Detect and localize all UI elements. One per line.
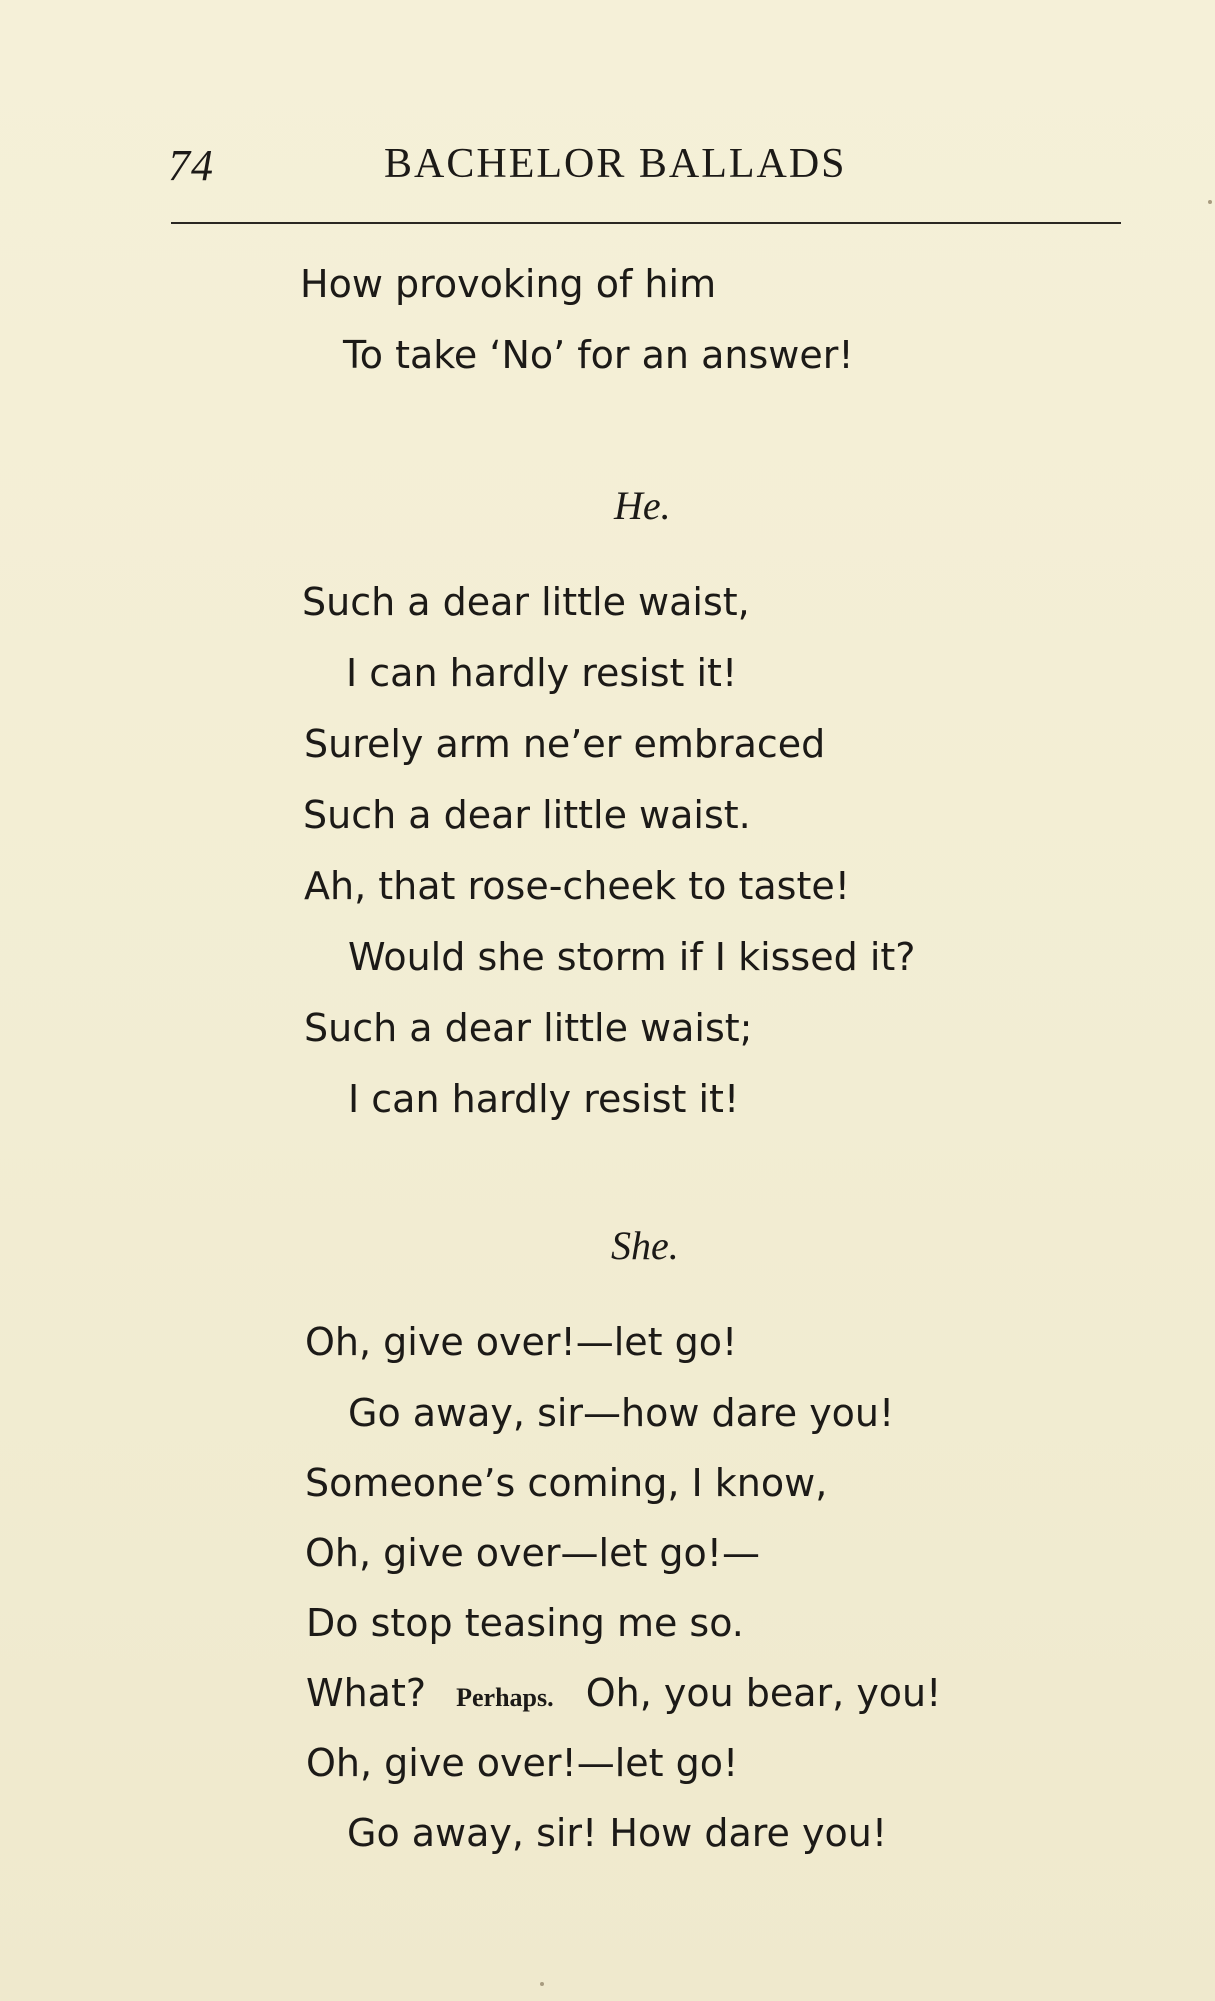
verse-line: Such a dear little waist. xyxy=(303,793,751,837)
verse-line: Go away, sir! How dare you! xyxy=(347,1811,888,1855)
verse-line: Oh, give over—let go!— xyxy=(305,1531,761,1575)
verse-line: Such a dear little waist; xyxy=(304,1006,753,1050)
verse-line-mixed xyxy=(306,1671,941,1715)
verse-line: How provoking of him xyxy=(300,262,717,306)
verse-line: To take ‘No’ for an answer! xyxy=(343,333,854,377)
verse-line: Such a dear little waist, xyxy=(302,580,750,624)
speaker-heading-she: She. xyxy=(611,1223,679,1268)
verse-fragment: What? xyxy=(306,1671,427,1715)
verse-line: Oh, give over!—let go! xyxy=(305,1320,738,1364)
paper-speck xyxy=(540,1982,544,1986)
speaker-heading-he: He. xyxy=(614,483,671,528)
verse-line: Surely arm ne’er embraced xyxy=(304,722,826,766)
verse-line: Do stop teasing me so. xyxy=(306,1601,744,1645)
running-head xyxy=(168,140,1168,200)
header-rule xyxy=(171,222,1121,224)
page-number: 74 xyxy=(168,141,214,190)
verse-line: Go away, sir—how dare you! xyxy=(348,1391,895,1435)
running-title: BACHELOR BALLADS xyxy=(384,141,847,187)
verse-fragment: Oh, you bear, you! xyxy=(585,1671,942,1715)
verse-line: I can hardly resist it! xyxy=(346,651,738,695)
verse-line: Oh, give over!—let go! xyxy=(306,1741,739,1785)
paper-speck xyxy=(1208,200,1212,204)
stage-direction: Perhaps. xyxy=(456,1683,554,1712)
verse-line: Ah, that rose-cheek to taste! xyxy=(304,864,850,908)
verse-line: Would she storm if I kissed it? xyxy=(348,935,916,979)
verse-line: Someone’s coming, I know, xyxy=(305,1461,828,1505)
verse-line: I can hardly resist it! xyxy=(348,1077,740,1121)
